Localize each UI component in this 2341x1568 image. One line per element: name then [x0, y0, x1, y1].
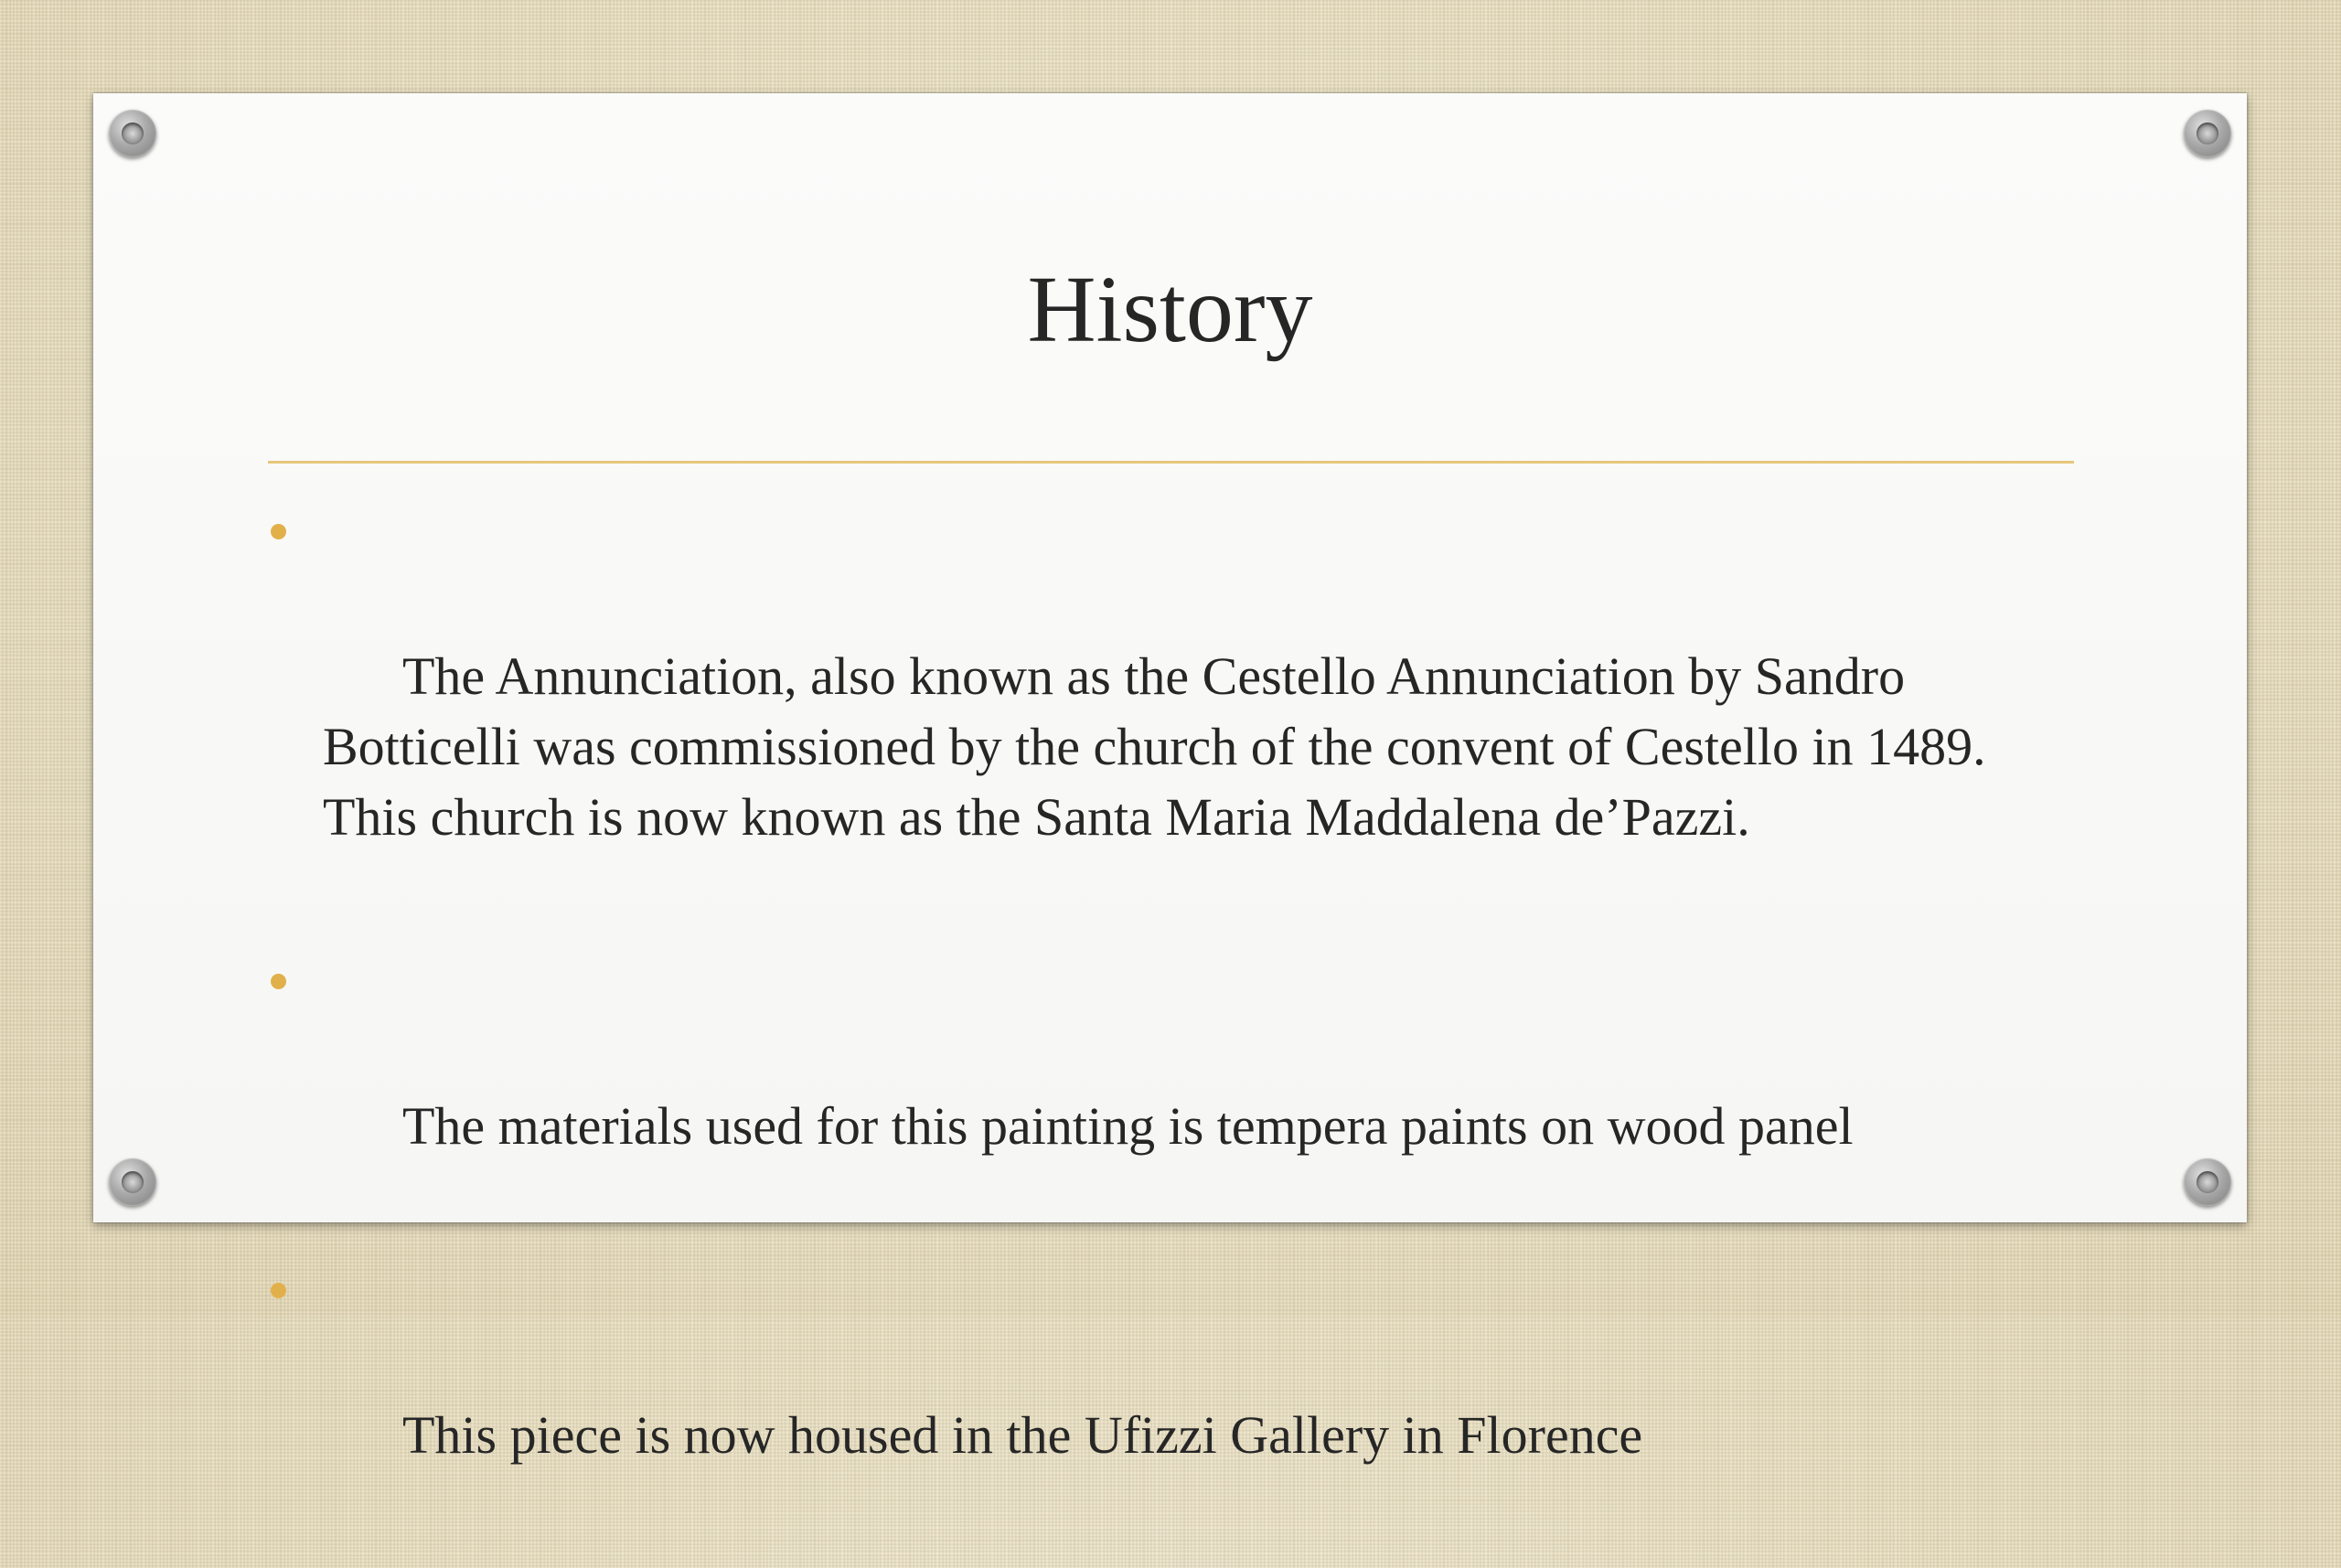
bullet-dot-icon [271, 524, 286, 539]
bullet-text: The Annunciation, also known as the Cestello Annunciation by Sandro Botticelli was commissioned by the church of the convent of Cestello in 1489. This church is now known as the Santa Maria Maddalena de’Pazzi. [323, 646, 2012, 847]
rivet-icon [109, 1158, 156, 1206]
bullet-item [268, 950, 2088, 1232]
bullet-list [268, 500, 2088, 1568]
bullet-text: The materials used for this painting is tempera paints on wood panel [402, 1096, 1854, 1156]
bullet-item [268, 500, 2088, 923]
rivet-icon [2184, 110, 2231, 157]
rivet-icon [109, 110, 156, 157]
slide-title: History [1027, 257, 1313, 362]
bullet-item [268, 1259, 2088, 1541]
rivet-icon [2184, 1158, 2231, 1206]
bullet-dot-icon [271, 1283, 286, 1298]
bullet-text: This piece is now housed in the Ufizzi Gallery in Florence [402, 1405, 1643, 1465]
bullet-dot-icon [271, 974, 286, 989]
title-divider [268, 461, 2074, 464]
slide-panel [93, 93, 2247, 1465]
